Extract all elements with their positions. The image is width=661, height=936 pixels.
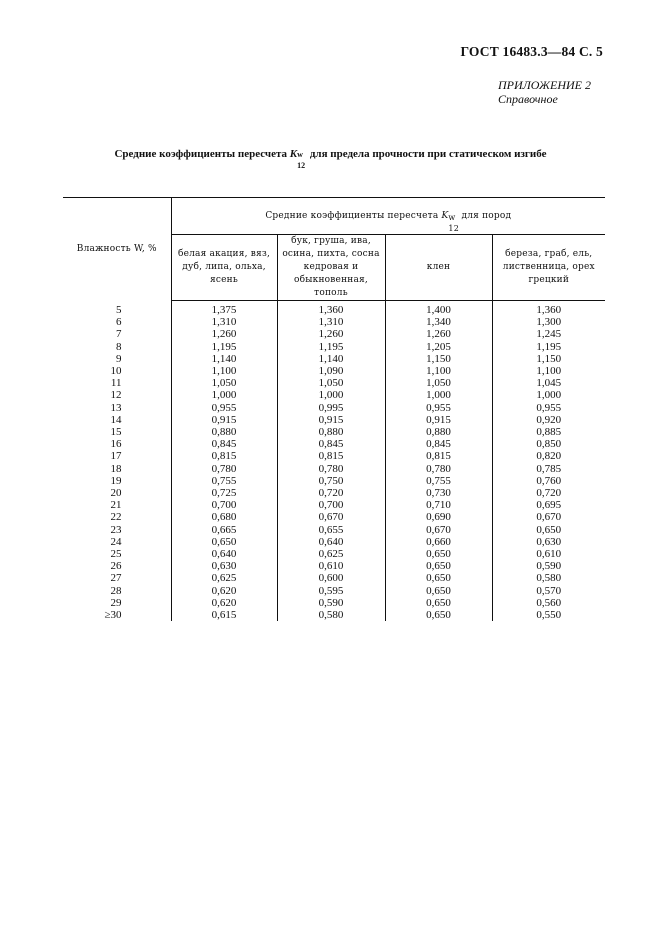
coefficient-cell: 0,695 [492,499,605,511]
moisture-cell: 28 [110,584,122,597]
group-header [171,198,605,235]
coefficient-cell: 0,660 [385,536,492,548]
table-row [63,536,605,548]
coefficient-cell: 0,725 [171,487,277,499]
moisture-cell: 21 [110,499,122,512]
coefficient-cell: 1,140 [277,353,385,365]
coefficient-cell: 0,650 [385,560,492,572]
table-row [63,365,605,377]
moisture-cell: 22 [110,511,122,524]
table-row [63,450,605,462]
moisture-cell: 9 [116,352,122,365]
coefficient-cell: 0,845 [171,438,277,450]
coefficient-cell: 0,620 [171,597,277,609]
coefficient-cell: 1,400 [385,301,492,317]
moisture-cell: ≥30 [104,609,122,622]
coefficient-cell: 0,650 [385,585,492,597]
coefficient-cell: 0,755 [171,475,277,487]
coefficient-cell: 1,045 [492,377,605,389]
coefficient-cell: 0,915 [385,414,492,426]
coefficient-cell: 1,375 [171,301,277,317]
coefficient-cell: 1,150 [385,353,492,365]
coefficient-cell: 0,720 [277,487,385,499]
coefficient-cell: 1,195 [492,341,605,353]
table-row [63,353,605,365]
table-row [63,438,605,450]
coefficient-cell: 1,140 [171,353,277,365]
appendix-block [498,78,591,106]
coefficient-cell: 0,590 [492,560,605,572]
coefficient-cell: 1,000 [492,389,605,401]
coefficient-cell: 0,560 [492,597,605,609]
coefficient-cell: 0,815 [277,450,385,462]
coefficient-cell: 1,300 [492,316,605,328]
table-row [63,572,605,584]
coefficient-cell: 1,260 [171,328,277,340]
moisture-cell: 25 [110,548,122,561]
table-row [63,524,605,536]
coefficient-cell: 0,670 [492,511,605,523]
moisture-cell: 18 [110,462,122,475]
coefficient-cell: 0,640 [277,536,385,548]
moisture-cell: 8 [116,340,122,353]
coefficient-cell: 1,150 [492,353,605,365]
table-row [63,377,605,389]
group-header-symbol: K [441,210,449,221]
moisture-header: Влажность W, % [63,198,171,301]
moisture-cell: 15 [110,426,122,439]
table-row [63,548,605,560]
coefficient-cell: 0,625 [171,572,277,584]
coefficient-cell: 1,360 [492,301,605,317]
coefficient-cell: 0,650 [492,524,605,536]
coefficient-cell: 0,650 [385,548,492,560]
coefficient-cell: 0,920 [492,414,605,426]
coefficient-cell: 0,915 [171,414,277,426]
page-header: ГОСТ 16483.3—84 С. 5 [460,44,603,59]
moisture-cell: 11 [110,377,122,390]
coefficient-cell: 0,665 [171,524,277,536]
coefficient-cell: 0,760 [492,475,605,487]
coefficient-cell: 0,880 [385,426,492,438]
table-row [63,414,605,426]
title-superscript: w [297,150,303,159]
column-header: белая акация, вяз, дуб, липа, ольха, ясень [171,235,277,301]
coefficient-cell: 0,995 [277,402,385,414]
coefficient-cell: 1,205 [385,341,492,353]
table-row [63,301,605,317]
coefficient-cell: 0,620 [171,585,277,597]
group-header-subscript: 12 [448,223,459,233]
coefficient-cell: 1,000 [277,389,385,401]
coefficient-cell: 0,880 [171,426,277,438]
table-row [63,328,605,340]
moisture-cell: 16 [110,438,122,451]
coefficient-cell: 0,955 [492,402,605,414]
table-row [63,609,605,621]
moisture-cell: 20 [110,487,122,500]
moisture-cell: 5 [116,303,122,316]
coefficient-cell: 0,780 [385,463,492,475]
table-row [63,475,605,487]
table-row [63,316,605,328]
column-header: береза, граб, ель, лиственница, орех грецкий [492,235,605,301]
coefficient-cell: 0,655 [277,524,385,536]
coefficient-cell: 1,100 [492,365,605,377]
moisture-cell: 29 [110,596,122,609]
coefficient-cell: 1,000 [171,389,277,401]
coefficient-cell: 0,650 [385,609,492,621]
coefficient-cell: 0,570 [492,585,605,597]
coefficient-cell: 0,600 [277,572,385,584]
column-header: бук, груша, ива, осина, пихта, сосна кедровая и обыкновенная, тополь [277,235,385,301]
table-row [63,402,605,414]
coefficient-cell: 0,580 [492,572,605,584]
moisture-cell: 27 [110,572,122,585]
coefficient-cell: 1,260 [385,328,492,340]
coefficient-cell: 1,050 [385,377,492,389]
coefficient-cell: 0,580 [277,609,385,621]
coefficient-cell: 1,260 [277,328,385,340]
moisture-cell: 24 [110,535,122,548]
coefficient-cell: 0,630 [171,560,277,572]
coefficient-cell: 0,780 [277,463,385,475]
coefficient-cell: 1,310 [171,316,277,328]
group-header-after: для пород [458,210,512,221]
table-title [0,148,661,170]
coefficient-cell: 0,610 [492,548,605,560]
table-row [63,389,605,401]
coefficient-cell: 0,590 [277,597,385,609]
coefficient-cell: 0,850 [492,438,605,450]
coefficient-cell: 0,690 [385,511,492,523]
coefficient-cell: 0,785 [492,463,605,475]
table-row [63,463,605,475]
appendix-label: ПРИЛОЖЕНИЕ 2 [498,78,591,92]
moisture-cell: 17 [110,450,122,463]
moisture-cell: 13 [110,401,122,414]
coefficient-cell: 0,915 [277,414,385,426]
coefficient-cell: 0,700 [171,499,277,511]
coefficient-cell: 0,650 [385,572,492,584]
table-row [63,487,605,499]
coefficient-cell: 1,360 [277,301,385,317]
coefficient-cell: 0,845 [385,438,492,450]
coefficient-cell: 0,955 [171,402,277,414]
table-body [63,301,605,622]
coefficient-cell: 0,955 [385,402,492,414]
coefficient-cell: 0,550 [492,609,605,621]
coefficient-cell: 1,340 [385,316,492,328]
coefficient-cell: 0,815 [385,450,492,462]
coefficient-cell: 0,750 [277,475,385,487]
coefficient-cell: 0,730 [385,487,492,499]
coefficient-cell: 1,310 [277,316,385,328]
coefficient-cell: 0,625 [277,548,385,560]
coefficient-cell: 0,720 [492,487,605,499]
coefficient-cell: 0,710 [385,499,492,511]
moisture-cell: 14 [110,413,122,426]
moisture-cell: 6 [116,316,122,329]
coefficient-cell: 0,630 [492,536,605,548]
coefficient-cell: 1,050 [277,377,385,389]
table-row [63,426,605,438]
coefficients-table [63,197,605,621]
coefficient-cell: 0,610 [277,560,385,572]
table-row [63,560,605,572]
coefficient-cell: 1,100 [385,365,492,377]
coefficient-cell: 0,595 [277,585,385,597]
coefficient-cell: 0,650 [171,536,277,548]
column-header: клен [385,235,492,301]
coefficient-cell: 1,090 [277,365,385,377]
moisture-cell: 26 [110,560,122,573]
moisture-cell: 12 [110,389,122,402]
table-row [63,511,605,523]
coefficient-cell: 0,815 [171,450,277,462]
coefficient-cell: 0,755 [385,475,492,487]
title-text-before: Средние коэффициенты пересчета [114,148,290,160]
coefficient-cell: 0,640 [171,548,277,560]
table-row [63,597,605,609]
moisture-cell: 19 [110,474,122,487]
coefficient-cell: 0,820 [492,450,605,462]
coefficient-cell: 0,780 [171,463,277,475]
title-symbol: K [289,148,298,160]
coefficient-cell: 0,670 [277,511,385,523]
group-header-before: Средние коэффициенты пересчета [265,210,442,221]
coefficient-cell: 1,100 [171,365,277,377]
moisture-cell: 10 [110,365,122,378]
title-subscript: 12 [297,161,306,170]
coefficient-cell: 0,845 [277,438,385,450]
coefficient-cell: 1,245 [492,328,605,340]
moisture-cell: 23 [110,523,122,536]
coefficient-cell: 1,195 [277,341,385,353]
table-row [63,341,605,353]
coefficient-cell: 1,050 [171,377,277,389]
moisture-cell: 7 [116,328,122,341]
coefficient-cell: 0,670 [385,524,492,536]
appendix-note: Справочное [498,92,558,106]
coefficient-cell: 0,615 [171,609,277,621]
coefficient-cell: 1,195 [171,341,277,353]
coefficient-cell: 0,650 [385,597,492,609]
coefficient-cell: 1,000 [385,389,492,401]
group-header-superscript: w [448,212,456,222]
table-row [63,585,605,597]
coefficient-cell: 0,680 [171,511,277,523]
coefficient-cell: 0,700 [277,499,385,511]
title-text-after: для предела прочности при статическом изгибе [307,148,547,160]
coefficient-cell: 0,880 [277,426,385,438]
table-row [63,499,605,511]
coefficient-cell: 0,885 [492,426,605,438]
